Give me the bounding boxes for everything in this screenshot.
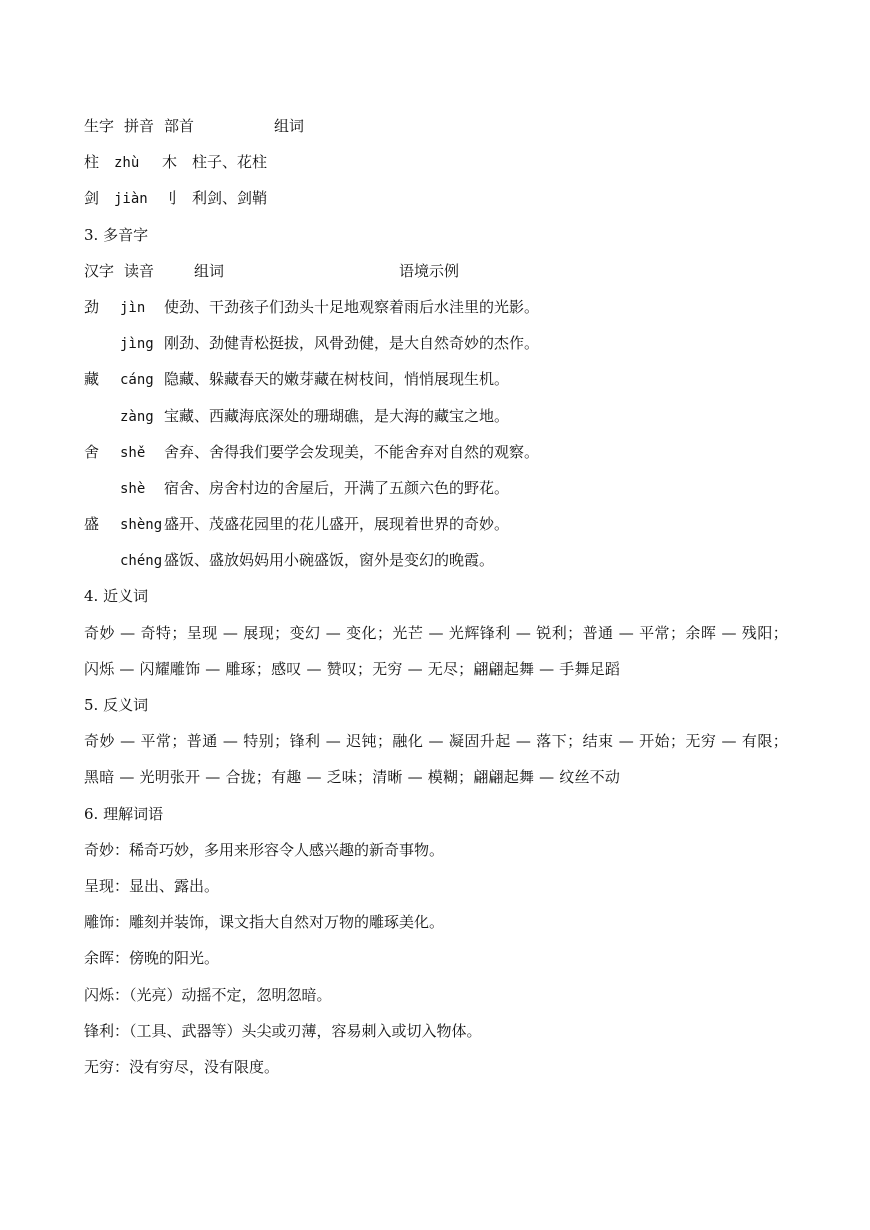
poly-pinyin: shě bbox=[120, 444, 146, 461]
char-zi: 剑 bbox=[84, 189, 100, 208]
poly-zi: 劲 bbox=[84, 297, 100, 316]
poly-pinyin: chéng bbox=[120, 553, 163, 570]
definition-item bbox=[84, 832, 788, 868]
definition-item bbox=[84, 1049, 788, 1085]
header-zuci: 组词 bbox=[194, 261, 225, 280]
definition-meaning: 稀奇巧妙，多用来形容令人感兴趣的新奇事物。 bbox=[129, 840, 445, 859]
char-row bbox=[84, 144, 788, 180]
polyphone-row bbox=[84, 506, 788, 542]
poly-zuci: 宝藏、西藏 bbox=[164, 406, 240, 425]
header-zuci: 组词 bbox=[274, 117, 305, 135]
section-title-definitions: 6. 理解词语 bbox=[84, 804, 164, 823]
definition-term: 呈现： bbox=[84, 877, 130, 895]
header-hanzi: 汉字 bbox=[84, 261, 115, 280]
definition-item bbox=[84, 904, 788, 940]
poly-zuci: 舍弃、舍得 bbox=[164, 442, 240, 461]
header-zi: 生字 bbox=[84, 117, 115, 135]
antonyms-text: 奇妙 — 平常；普通 — 特别；锋利 — 迟钝；融化 — 凝固升起 — 落下；结束 — 开始；无穷 — 有限；黑暗 — 光明张开 — 合拢；有趣 — 乏味；清晰 — 模糊；翩翩起舞 — 纹丝不动 bbox=[84, 732, 788, 787]
char-pinyin: jiàn bbox=[114, 191, 148, 208]
definition-term: 闪烁： bbox=[84, 985, 130, 1004]
poly-example: 村边的舍屋后，开满了五颜六色的野花。 bbox=[239, 478, 510, 497]
polyphone-row bbox=[84, 542, 788, 578]
polyphone-row bbox=[84, 289, 788, 325]
section-title-synonyms: 4. 近义词 bbox=[84, 587, 149, 606]
poly-zuci: 使劲、干劲 bbox=[164, 297, 240, 316]
char-zi: 柱 bbox=[84, 153, 100, 172]
polyphone-header bbox=[84, 253, 788, 289]
poly-example: 我们要学会发现美，不能舍弃对自然的观察。 bbox=[239, 442, 540, 461]
definition-meaning: 没有穷尽，没有限度。 bbox=[129, 1057, 280, 1076]
synonyms-text: 奇妙 — 奇特；呈现 — 展现；变幻 — 变化；光芒 — 光辉锋利 — 锐利；普通 — 平常；余晖 — 残阳；闪烁 — 闪耀雕饰 — 雕琢；感叹 — 赞叹；无穷 — 无尽；翩翩起舞 — 手舞足蹈 bbox=[84, 623, 788, 678]
definition-item bbox=[84, 940, 788, 976]
poly-zuci: 隐藏、躲藏 bbox=[164, 370, 240, 389]
poly-example: 春天的嫩芽藏在树枝间，悄悄展现生机。 bbox=[239, 370, 510, 389]
header-bushou: 部首 bbox=[164, 117, 195, 135]
header-pinyin: 拼音 bbox=[124, 117, 155, 135]
poly-zi: 藏 bbox=[84, 370, 100, 389]
char-bushou: 刂 bbox=[162, 189, 178, 208]
poly-example: 青松挺拔，风骨劲健，是大自然奇妙的杰作。 bbox=[239, 334, 540, 353]
definition-term: 无穷： bbox=[84, 1057, 130, 1076]
char-bushou: 木 bbox=[162, 153, 178, 172]
definition-item bbox=[84, 1013, 788, 1049]
definition-meaning: 傍晚的阳光。 bbox=[129, 949, 220, 968]
char-table-header bbox=[84, 108, 788, 144]
poly-zuci: 刚劲、劲健 bbox=[164, 334, 240, 353]
char-zuci: 利剑、剑鞘 bbox=[192, 189, 268, 208]
poly-example: 妈妈用小碗盛饭，窗外是变幻的晚霞。 bbox=[239, 551, 495, 570]
header-example: 语境示例 bbox=[399, 261, 460, 280]
polyphone-row bbox=[84, 361, 788, 397]
document-page bbox=[84, 108, 788, 1085]
polyphone-row bbox=[84, 470, 788, 506]
definition-item bbox=[84, 977, 788, 1013]
definition-term: 锋利： bbox=[84, 1021, 130, 1040]
section-title-polyphone: 3. 多音字 bbox=[84, 225, 149, 244]
poly-zi: 舍 bbox=[84, 442, 100, 461]
char-pinyin: zhù bbox=[114, 155, 140, 172]
definition-meaning: 显出、露出。 bbox=[129, 877, 220, 895]
definition-meaning: （光亮）动摇不定，忽明忽暗。 bbox=[129, 985, 332, 1004]
poly-zuci: 宿舍、房舍 bbox=[164, 478, 240, 497]
poly-pinyin: zàng bbox=[120, 408, 154, 425]
polyphone-row bbox=[84, 398, 788, 434]
definition-meaning: （工具、武器等）头尖或刃薄，容易刺入或切入物体。 bbox=[129, 1021, 482, 1040]
poly-pinyin: shèng bbox=[120, 517, 163, 534]
char-row bbox=[84, 180, 788, 216]
definition-term: 雕饰： bbox=[84, 913, 130, 932]
polyphone-row bbox=[84, 325, 788, 361]
poly-example: 海底深处的珊瑚礁，是大海的藏宝之地。 bbox=[239, 406, 510, 425]
poly-pinyin: jìng bbox=[120, 336, 154, 353]
header-duyin: 读音 bbox=[124, 261, 155, 280]
poly-example: 花园里的花儿盛开，展现着世界的奇妙。 bbox=[239, 515, 510, 534]
poly-pinyin: jìn bbox=[120, 299, 146, 316]
section-title-antonyms: 5. 反义词 bbox=[84, 696, 149, 715]
char-zuci: 柱子、花柱 bbox=[192, 153, 268, 172]
definition-item bbox=[84, 868, 788, 904]
poly-example: 孩子们劲头十足地观察着雨后水洼里的光影。 bbox=[239, 297, 540, 316]
definition-term: 余晖： bbox=[84, 949, 130, 968]
poly-zuci: 盛开、茂盛 bbox=[164, 515, 240, 534]
definition-meaning: 雕刻并装饰，课文指大自然对万物的雕琢美化。 bbox=[129, 913, 445, 932]
poly-zuci: 盛饭、盛放 bbox=[164, 551, 240, 570]
definition-term: 奇妙： bbox=[84, 840, 130, 859]
polyphone-row bbox=[84, 434, 788, 470]
poly-pinyin: shè bbox=[120, 480, 146, 497]
poly-pinyin: cáng bbox=[120, 372, 154, 389]
poly-zi: 盛 bbox=[84, 515, 100, 534]
